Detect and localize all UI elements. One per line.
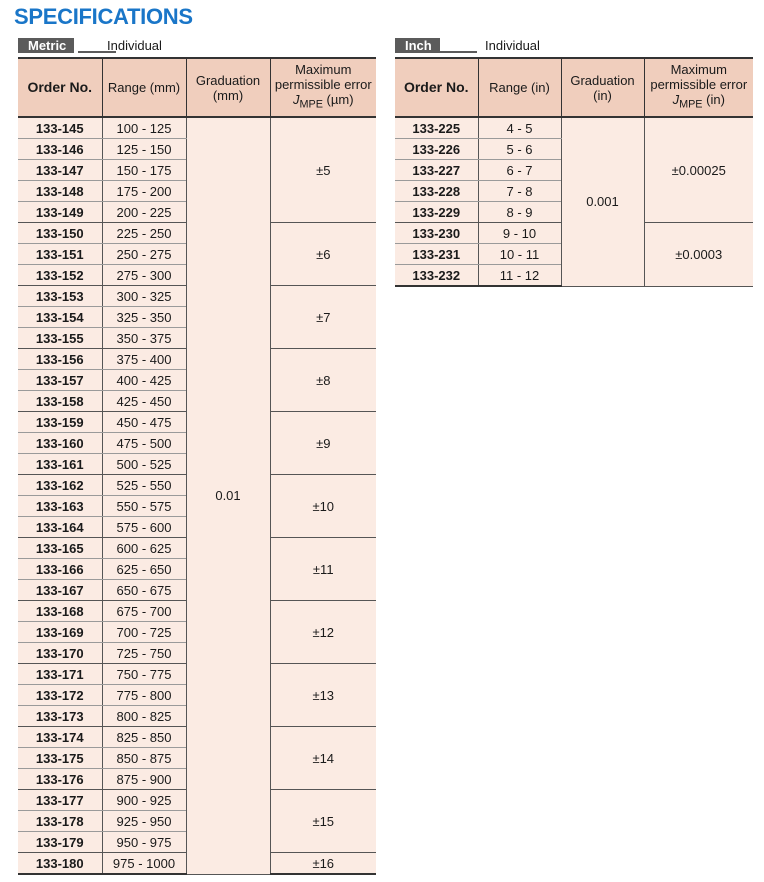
range-cell: 11 - 12 <box>478 265 561 287</box>
order-number-cell: 133-146 <box>18 139 102 160</box>
order-number-cell: 133-165 <box>18 538 102 559</box>
range-cell: 150 - 175 <box>102 160 186 181</box>
order-number-cell: 133-147 <box>18 160 102 181</box>
inch-header-range: Range (in) <box>478 58 561 117</box>
inch-table-body <box>395 117 753 286</box>
range-cell: 600 - 625 <box>102 538 186 559</box>
metric-header-mpe <box>270 58 376 117</box>
order-number-cell: 133-145 <box>18 117 102 139</box>
order-number-cell: 133-170 <box>18 643 102 664</box>
order-number-cell: 133-177 <box>18 790 102 811</box>
inch-header-mpe-line3 <box>645 92 754 113</box>
metric-spec-table <box>18 57 376 875</box>
max-permissible-error-cell: ±0.0003 <box>644 223 753 287</box>
range-cell: 550 - 575 <box>102 496 186 517</box>
inch-header-graduation: Graduation (in) <box>561 58 644 117</box>
metric-mpe-symbol: J <box>292 92 300 108</box>
order-number-cell: 133-159 <box>18 412 102 433</box>
metric-subtitle: Individual <box>107 38 162 53</box>
inch-tag: Inch <box>395 38 440 53</box>
order-number-cell: 133-155 <box>18 328 102 349</box>
order-number-cell: 133-171 <box>18 664 102 685</box>
metric-mpe-unit: (µm) <box>326 92 354 108</box>
order-number-cell: 133-225 <box>395 117 478 139</box>
max-permissible-error-cell: ±15 <box>270 790 376 853</box>
range-cell: 575 - 600 <box>102 517 186 538</box>
max-permissible-error-cell: ±12 <box>270 601 376 664</box>
range-cell: 675 - 700 <box>102 601 186 622</box>
metric-tag: Metric <box>18 38 74 53</box>
range-cell: 100 - 125 <box>102 117 186 139</box>
order-number-cell: 133-227 <box>395 160 478 181</box>
order-number-cell: 133-178 <box>18 811 102 832</box>
order-number-cell: 133-160 <box>18 433 102 454</box>
max-permissible-error-cell: ±10 <box>270 475 376 538</box>
order-number-cell: 133-152 <box>18 265 102 286</box>
max-permissible-error-cell: ±6 <box>270 223 376 286</box>
order-number-cell: 133-173 <box>18 706 102 727</box>
inch-mpe-symbol: J <box>672 92 680 108</box>
order-number-cell: 133-232 <box>395 265 478 287</box>
order-number-cell: 133-230 <box>395 223 478 244</box>
inch-header-row <box>395 58 753 117</box>
order-number-cell: 133-162 <box>18 475 102 496</box>
max-permissible-error-cell: ±16 <box>270 853 376 875</box>
order-number-cell: 133-169 <box>18 622 102 643</box>
range-cell: 500 - 525 <box>102 454 186 475</box>
range-cell: 400 - 425 <box>102 370 186 391</box>
order-number-cell: 133-153 <box>18 286 102 307</box>
order-number-cell: 133-228 <box>395 181 478 202</box>
max-permissible-error-cell: ±13 <box>270 664 376 727</box>
order-number-cell: 133-176 <box>18 769 102 790</box>
range-cell: 200 - 225 <box>102 202 186 223</box>
range-cell: 825 - 850 <box>102 727 186 748</box>
inch-spec-table <box>395 57 753 287</box>
order-number-cell: 133-231 <box>395 244 478 265</box>
range-cell: 9 - 10 <box>478 223 561 244</box>
range-cell: 525 - 550 <box>102 475 186 496</box>
inch-mpe-sub: MPE <box>679 98 703 111</box>
range-cell: 450 - 475 <box>102 412 186 433</box>
range-cell: 6 - 7 <box>478 160 561 181</box>
order-number-cell: 133-179 <box>18 832 102 853</box>
inch-subtitle: Individual <box>485 38 540 53</box>
inch-tag-rule <box>439 51 477 53</box>
range-cell: 300 - 325 <box>102 286 186 307</box>
range-cell: 375 - 400 <box>102 349 186 370</box>
table-row <box>395 117 753 139</box>
metric-header-mpe-line3 <box>271 92 377 113</box>
inch-header-mpe <box>644 58 753 117</box>
order-number-cell: 133-168 <box>18 601 102 622</box>
max-permissible-error-cell: ±9 <box>270 412 376 475</box>
inch-section-label <box>395 38 555 56</box>
metric-header-row <box>18 58 376 117</box>
range-cell: 850 - 875 <box>102 748 186 769</box>
order-number-cell: 133-229 <box>395 202 478 223</box>
range-cell: 10 - 11 <box>478 244 561 265</box>
order-number-cell: 133-149 <box>18 202 102 223</box>
range-cell: 975 - 1000 <box>102 853 186 875</box>
range-cell: 4 - 5 <box>478 117 561 139</box>
order-number-cell: 133-164 <box>18 517 102 538</box>
order-number-cell: 133-150 <box>18 223 102 244</box>
range-cell: 700 - 725 <box>102 622 186 643</box>
order-number-cell: 133-174 <box>18 727 102 748</box>
order-number-cell: 133-156 <box>18 349 102 370</box>
range-cell: 750 - 775 <box>102 664 186 685</box>
max-permissible-error-cell: ±7 <box>270 286 376 349</box>
range-cell: 125 - 150 <box>102 139 186 160</box>
range-cell: 625 - 650 <box>102 559 186 580</box>
range-cell: 950 - 975 <box>102 832 186 853</box>
order-number-cell: 133-175 <box>18 748 102 769</box>
range-cell: 775 - 800 <box>102 685 186 706</box>
order-number-cell: 133-148 <box>18 181 102 202</box>
order-number-cell: 133-157 <box>18 370 102 391</box>
metric-table-body <box>18 117 376 874</box>
order-number-cell: 133-226 <box>395 139 478 160</box>
range-cell: 8 - 9 <box>478 202 561 223</box>
order-number-cell: 133-172 <box>18 685 102 706</box>
inch-header-mpe-line1: Maximum <box>670 62 727 78</box>
order-number-cell: 133-180 <box>18 853 102 875</box>
range-cell: 5 - 6 <box>478 139 561 160</box>
metric-header-order: Order No. <box>18 58 102 117</box>
range-cell: 900 - 925 <box>102 790 186 811</box>
max-permissible-error-cell: ±5 <box>270 117 376 223</box>
table-row <box>18 117 376 139</box>
range-cell: 225 - 250 <box>102 223 186 244</box>
range-cell: 875 - 900 <box>102 769 186 790</box>
max-permissible-error-cell: ±14 <box>270 727 376 790</box>
range-cell: 425 - 450 <box>102 391 186 412</box>
metric-header-mpe-line1: Maximum <box>295 62 352 78</box>
range-cell: 925 - 950 <box>102 811 186 832</box>
range-cell: 275 - 300 <box>102 265 186 286</box>
graduation-cell: 0.001 <box>561 117 644 286</box>
range-cell: 325 - 350 <box>102 307 186 328</box>
range-cell: 350 - 375 <box>102 328 186 349</box>
max-permissible-error-cell: ±11 <box>270 538 376 601</box>
inch-header-order: Order No. <box>395 58 478 117</box>
metric-header-range: Range (mm) <box>102 58 186 117</box>
order-number-cell: 133-158 <box>18 391 102 412</box>
range-cell: 175 - 200 <box>102 181 186 202</box>
page-title: SPECIFICATIONS <box>14 4 193 29</box>
metric-header-graduation: Graduation (mm) <box>186 58 270 117</box>
max-permissible-error-cell: ±0.00025 <box>644 117 753 223</box>
range-cell: 725 - 750 <box>102 643 186 664</box>
range-cell: 7 - 8 <box>478 181 561 202</box>
range-cell: 475 - 500 <box>102 433 186 454</box>
order-number-cell: 133-161 <box>18 454 102 475</box>
order-number-cell: 133-151 <box>18 244 102 265</box>
metric-mpe-sub: MPE <box>299 98 323 111</box>
graduation-cell: 0.01 <box>186 117 270 874</box>
metric-header-mpe-line2: permissible error <box>274 77 372 93</box>
max-permissible-error-cell: ±8 <box>270 349 376 412</box>
order-number-cell: 133-166 <box>18 559 102 580</box>
order-number-cell: 133-163 <box>18 496 102 517</box>
metric-section-label <box>18 38 178 56</box>
range-cell: 800 - 825 <box>102 706 186 727</box>
order-number-cell: 133-154 <box>18 307 102 328</box>
inch-header-mpe-line2: permissible error <box>650 77 748 93</box>
range-cell: 250 - 275 <box>102 244 186 265</box>
range-cell: 650 - 675 <box>102 580 186 601</box>
order-number-cell: 133-167 <box>18 580 102 601</box>
inch-mpe-unit: (in) <box>706 92 725 108</box>
